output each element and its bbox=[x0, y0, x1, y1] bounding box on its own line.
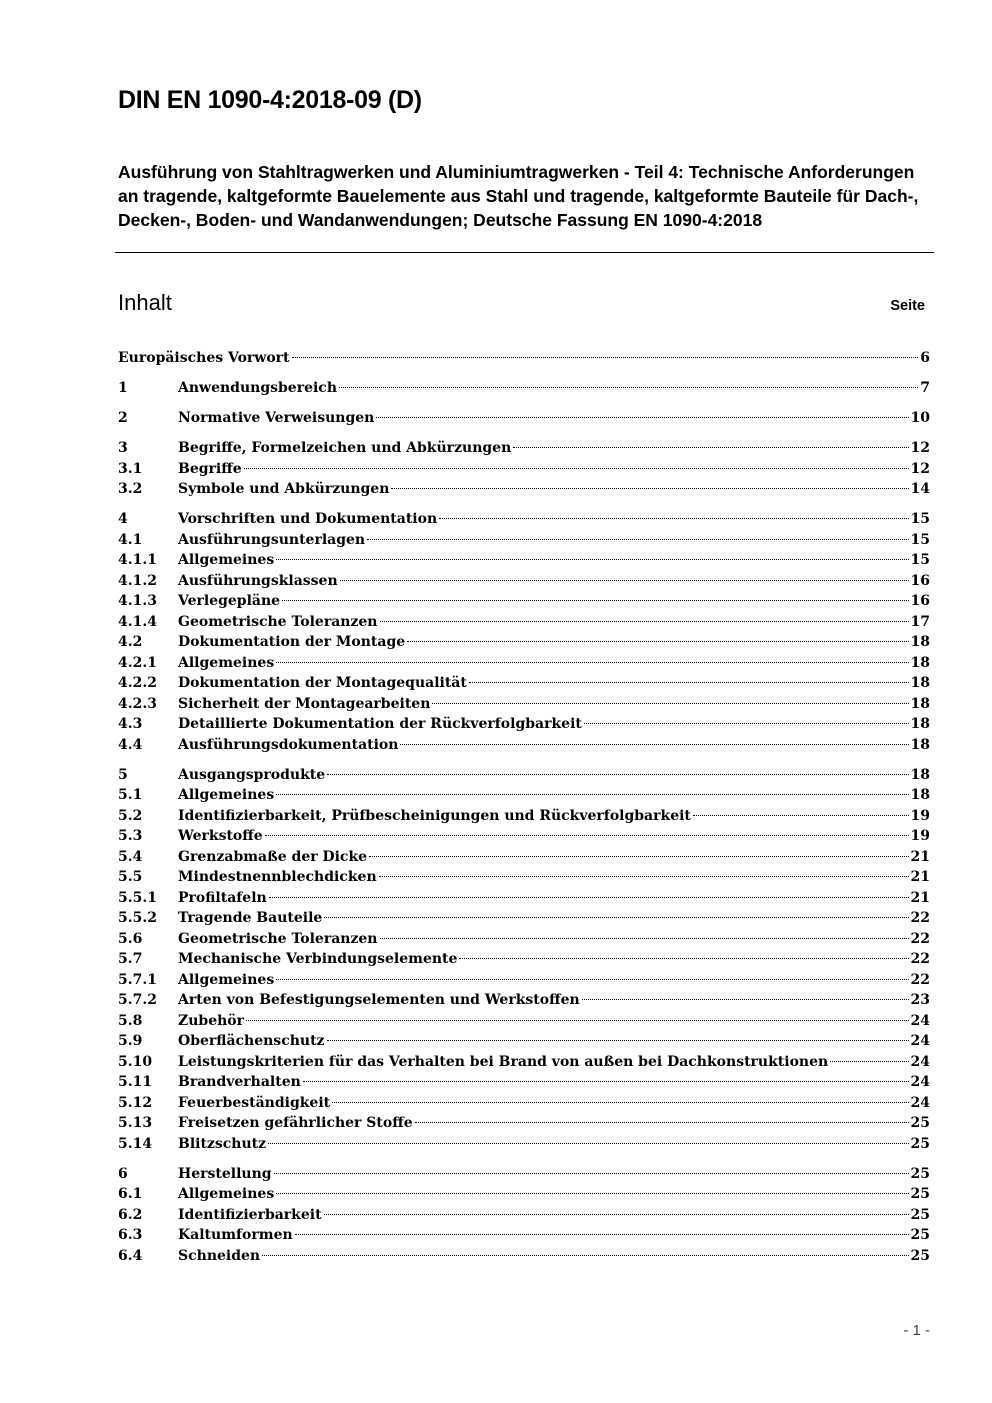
toc-entry[interactable] bbox=[118, 479, 930, 500]
toc-entry-page: 19 bbox=[910, 828, 930, 844]
toc-entry[interactable] bbox=[118, 1134, 930, 1155]
toc-entry-number: 5.7.1 bbox=[118, 971, 157, 988]
toc-entry-page: 16 bbox=[910, 572, 930, 589]
toc-entry-title: Werkstoffe bbox=[178, 828, 263, 844]
toc-entry-title: Allgemeines bbox=[178, 971, 275, 988]
toc-entry-title: Verlegepläne bbox=[178, 593, 281, 609]
toc-entry-page: 14 bbox=[910, 481, 930, 497]
toc-entry-title: Mechanische Verbindungselemente bbox=[178, 951, 458, 967]
toc-entry[interactable] bbox=[118, 612, 930, 633]
toc-entry[interactable] bbox=[118, 806, 930, 827]
toc-dot-leader bbox=[265, 835, 909, 836]
toc-entry-title: Brandverhalten bbox=[178, 1074, 301, 1090]
toc-dot-leader bbox=[367, 539, 908, 540]
toc-entry-title: Vorschriften und Dokumentation bbox=[178, 511, 438, 527]
toc-entry-page: 25 bbox=[910, 1206, 930, 1223]
toc-dot-leader bbox=[513, 447, 908, 448]
toc-entry-page: 25 bbox=[910, 1227, 930, 1243]
toc-entry-page: 12 bbox=[910, 460, 930, 477]
toc-entry[interactable] bbox=[118, 509, 930, 530]
toc-entry[interactable] bbox=[118, 408, 930, 429]
toc-entry-number: 6.4 bbox=[118, 1247, 143, 1264]
toc-entry[interactable] bbox=[118, 571, 930, 592]
toc-entry-page: 23 bbox=[910, 992, 930, 1008]
toc-dot-leader bbox=[459, 958, 908, 959]
toc-entry-number: 5.5.2 bbox=[118, 910, 157, 926]
toc-dot-leader bbox=[276, 979, 908, 980]
toc-entry-page: 25 bbox=[910, 1247, 930, 1264]
toc-entry-number: 4 bbox=[118, 511, 128, 527]
toc-entry-title: Profiltafeln bbox=[178, 889, 267, 906]
toc-page-column-label: Seite bbox=[890, 298, 925, 314]
toc-entry-title: Ausführungsunterlagen bbox=[178, 531, 366, 548]
toc-entry-number: 5.7 bbox=[118, 951, 143, 967]
toc-entry-number: 5 bbox=[118, 766, 128, 783]
toc-entry-number: 5.11 bbox=[118, 1074, 153, 1090]
toc-entry-title: Allgemeines bbox=[178, 654, 275, 671]
toc-entry-number: 3.1 bbox=[118, 460, 143, 477]
toc-entry-title: Anwendungsbereich bbox=[178, 380, 337, 396]
toc-entry-page: 25 bbox=[910, 1115, 930, 1131]
toc-entry[interactable] bbox=[118, 694, 930, 715]
toc-entry[interactable] bbox=[118, 653, 930, 674]
toc-dot-leader bbox=[324, 917, 908, 918]
toc-entry-page: 15 bbox=[910, 552, 930, 568]
toc-entry-title: Begriffe, Formelzeichen und Abkürzungen bbox=[178, 440, 512, 456]
toc-dot-leader bbox=[276, 559, 908, 560]
toc-entry-number: 5.7.2 bbox=[118, 992, 157, 1008]
toc-entry-number: 5.5 bbox=[118, 869, 143, 885]
toc-entry[interactable] bbox=[118, 908, 930, 929]
toc-dot-leader bbox=[246, 1020, 909, 1021]
toc-entry[interactable] bbox=[118, 826, 930, 847]
toc-entry-number: 4.1.4 bbox=[118, 613, 157, 630]
toc-entry-number: 5.6 bbox=[118, 930, 143, 947]
toc-entry-number: 5.10 bbox=[118, 1053, 153, 1070]
toc-entry-title: Grenzabmaße der Dicke bbox=[178, 848, 368, 865]
toc-entry-title: Tragende Bauteile bbox=[178, 910, 323, 926]
toc-dot-leader bbox=[432, 703, 908, 704]
toc-entry-number: 1 bbox=[118, 380, 128, 396]
toc-dot-leader bbox=[276, 1193, 908, 1194]
toc-entry[interactable] bbox=[118, 765, 930, 786]
toc-entry-page: 24 bbox=[910, 1012, 930, 1029]
toc-entry-title: Dokumentation der Montagequalität bbox=[178, 675, 467, 691]
toc-entry[interactable] bbox=[118, 714, 930, 735]
toc-entry-page: 7 bbox=[920, 380, 930, 396]
toc-dot-leader bbox=[292, 357, 919, 358]
toc-dot-leader bbox=[376, 417, 908, 418]
toc-entry-page: 21 bbox=[910, 848, 930, 865]
toc-entry[interactable] bbox=[118, 785, 930, 806]
toc-entry[interactable] bbox=[118, 591, 930, 612]
toc-entry-title: Mindestnennblechdicken bbox=[178, 869, 377, 885]
toc-entry-title: Allgemeines bbox=[178, 552, 275, 568]
toc-dot-leader bbox=[469, 682, 909, 683]
toc-entry[interactable] bbox=[118, 1052, 930, 1073]
toc-entry-title: Kaltumformen bbox=[178, 1227, 293, 1243]
toc-dot-leader bbox=[693, 815, 909, 816]
toc-entry[interactable] bbox=[118, 348, 930, 369]
toc-entry[interactable] bbox=[118, 929, 930, 950]
toc-entry-page: 25 bbox=[910, 1186, 930, 1202]
toc-entry-number: 5.12 bbox=[118, 1094, 153, 1111]
toc-dot-leader bbox=[327, 1040, 909, 1041]
toc-entry-number: 4.1.2 bbox=[118, 572, 157, 589]
toc-entry-title: Feuerbeständigkeit bbox=[178, 1094, 331, 1111]
toc-entry-page: 18 bbox=[910, 654, 930, 671]
toc-entry[interactable] bbox=[118, 1093, 930, 1114]
toc-entry-page: 15 bbox=[910, 531, 930, 548]
toc-entry-number: 4.2.2 bbox=[118, 675, 157, 691]
toc-dot-leader bbox=[407, 641, 908, 642]
toc-entry-number: 4.1.3 bbox=[118, 593, 157, 609]
toc-entry-page: 24 bbox=[910, 1053, 930, 1070]
toc-entry[interactable] bbox=[118, 888, 930, 909]
toc-entry-page: 18 bbox=[910, 716, 930, 732]
toc-dot-leader bbox=[339, 387, 918, 388]
toc-dot-leader bbox=[400, 744, 908, 745]
toc-entry-number: 3 bbox=[118, 440, 128, 456]
toc-entry-page: 22 bbox=[910, 971, 930, 988]
toc-entry-title: Ausgangsprodukte bbox=[178, 766, 326, 783]
toc-entry-page: 18 bbox=[910, 675, 930, 691]
toc-entry-number: 6 bbox=[118, 1165, 128, 1182]
toc-dot-leader bbox=[276, 794, 908, 795]
toc-entry-page: 22 bbox=[910, 951, 930, 967]
toc-entry-title: Zubehör bbox=[178, 1012, 244, 1029]
toc-entry-page: 15 bbox=[910, 511, 930, 527]
toc-entry[interactable] bbox=[118, 1072, 930, 1093]
toc-entry-page: 25 bbox=[910, 1165, 930, 1182]
toc-entry-number: 5.5.1 bbox=[118, 889, 157, 906]
toc-entry[interactable] bbox=[118, 847, 930, 868]
title-divider bbox=[115, 252, 934, 253]
toc-entry-page: 18 bbox=[910, 766, 930, 783]
toc-entry-title: Freisetzen gefährlicher Stoffe bbox=[178, 1115, 413, 1131]
toc-entry-number: 5.3 bbox=[118, 828, 143, 844]
toc-entry-page: 10 bbox=[910, 410, 930, 426]
toc-dot-leader bbox=[303, 1081, 909, 1082]
toc-dot-leader bbox=[276, 662, 908, 663]
toc-dot-leader bbox=[324, 1214, 909, 1215]
toc-entry-number: 5.14 bbox=[118, 1135, 153, 1152]
toc-entry[interactable] bbox=[118, 949, 930, 970]
toc-entry-number: 3.2 bbox=[118, 481, 143, 497]
toc-entry-title: Sicherheit der Montagearbeiten bbox=[178, 695, 431, 712]
toc-entry-page: 16 bbox=[910, 593, 930, 609]
toc-entry[interactable] bbox=[118, 867, 930, 888]
toc-entry-page: 12 bbox=[910, 440, 930, 456]
toc-dot-leader bbox=[327, 774, 908, 775]
toc-entry-title: Leistungskriterien für das Verhalten bei Brand von außen bei Dachkonstruktionen bbox=[178, 1053, 829, 1070]
toc-entry-title: Ausführungsklassen bbox=[178, 572, 338, 589]
toc-entry-title: Europäisches Vorwort bbox=[118, 350, 290, 366]
toc-entry-number: 4.2.1 bbox=[118, 654, 157, 671]
toc-entry-number: 5.13 bbox=[118, 1115, 153, 1131]
toc-entry-title: Normative Verweisungen bbox=[178, 410, 375, 426]
toc-entry-page: 18 bbox=[910, 787, 930, 803]
toc-entry-title: Geometrische Toleranzen bbox=[178, 930, 378, 947]
toc-entry-page: 22 bbox=[910, 910, 930, 926]
toc-entry-title: Allgemeines bbox=[178, 787, 275, 803]
toc-entry-title: Herstellung bbox=[178, 1165, 272, 1182]
toc-entry-title: Arten von Befestigungselementen und Werkstoffen bbox=[178, 992, 580, 1008]
toc-entry-title: Begriffe bbox=[178, 460, 242, 477]
toc-entry[interactable] bbox=[118, 1011, 930, 1032]
toc-entry-page: 21 bbox=[910, 889, 930, 906]
toc-heading: Inhalt bbox=[118, 290, 172, 315]
toc-entry-title: Schneiden bbox=[178, 1247, 261, 1264]
toc-entry-number: 4.1 bbox=[118, 531, 143, 548]
toc-entry[interactable] bbox=[118, 1031, 930, 1052]
toc-entry[interactable] bbox=[118, 673, 930, 694]
toc-entry-title: Identifizierbarkeit bbox=[178, 1206, 322, 1223]
toc-entry-title: Symbole und Abkürzungen bbox=[178, 481, 390, 497]
toc-dot-leader bbox=[584, 723, 909, 724]
toc-entry[interactable] bbox=[118, 1225, 930, 1246]
toc-dot-leader bbox=[830, 1061, 908, 1062]
toc-entry-title: Dokumentation der Montage bbox=[178, 634, 406, 650]
toc-dot-leader bbox=[582, 999, 909, 1000]
toc-entry-page: 21 bbox=[910, 869, 930, 885]
toc-entry-page: 24 bbox=[910, 1074, 930, 1090]
toc-entry[interactable] bbox=[118, 530, 930, 551]
toc-dot-leader bbox=[369, 856, 908, 857]
toc-dot-leader bbox=[439, 518, 908, 519]
toc-entry-number: 2 bbox=[118, 410, 128, 426]
toc-dot-leader bbox=[244, 468, 909, 469]
toc-entry[interactable] bbox=[118, 1184, 930, 1205]
toc-entry-title: Detaillierte Dokumentation der Rückverfolgbarkeit bbox=[178, 716, 582, 732]
toc-entry[interactable] bbox=[118, 550, 930, 571]
toc-entry[interactable] bbox=[118, 378, 930, 399]
toc-entry[interactable] bbox=[118, 970, 930, 991]
toc-entry-number: 4.2.3 bbox=[118, 695, 157, 712]
toc-dot-leader bbox=[415, 1122, 909, 1123]
toc-entry[interactable] bbox=[118, 1113, 930, 1134]
toc-entry-page: 24 bbox=[910, 1094, 930, 1111]
toc-dot-leader bbox=[380, 938, 909, 939]
toc-dot-leader bbox=[262, 1255, 908, 1256]
toc-entry-page: 22 bbox=[910, 930, 930, 947]
toc-entry-page: 18 bbox=[910, 634, 930, 650]
toc-entry-page: 6 bbox=[920, 350, 930, 366]
toc-entry-number: 5.4 bbox=[118, 848, 143, 865]
document-subtitle: Ausführung von Stahltragwerken und Aluminiumtragwerken - Teil 4: Technische Anforderungen an tragende, kaltgeformte Bauelemente aus Stahl und tragende, kaltgeformte Bauteile für Dach-, Decken-, Boden- und Wandanwendungen; Deutsche Fassung EN 1090-4:2018 bbox=[118, 162, 919, 230]
toc-entry[interactable] bbox=[118, 990, 930, 1011]
toc-dot-leader bbox=[274, 1173, 909, 1174]
toc-entry-number: 4.1.1 bbox=[118, 552, 157, 568]
toc-entry-page: 17 bbox=[910, 613, 930, 630]
toc-entry-title: Identifizierbarkeit, Prüfbescheinigungen und Rückverfolgbarkeit bbox=[178, 807, 691, 824]
toc-entry[interactable] bbox=[118, 1164, 930, 1185]
toc-dot-leader bbox=[391, 488, 908, 489]
toc-entry-title: Oberflächenschutz bbox=[178, 1033, 325, 1049]
toc-entry-number: 5.2 bbox=[118, 807, 143, 824]
toc-entry-page: 25 bbox=[910, 1135, 930, 1152]
toc-entry-title: Geometrische Toleranzen bbox=[178, 613, 378, 630]
toc-entry-page: 24 bbox=[910, 1033, 930, 1049]
toc-entry[interactable] bbox=[118, 1205, 930, 1226]
toc-entry-number: 5.1 bbox=[118, 787, 143, 803]
toc-entry-number: 6.2 bbox=[118, 1206, 143, 1223]
toc-dot-leader bbox=[269, 897, 909, 898]
toc-entry-number: 4.3 bbox=[118, 716, 143, 732]
toc-entry-page: 19 bbox=[910, 807, 930, 824]
toc-entry-page: 18 bbox=[910, 736, 930, 753]
toc-entry-number: 6.1 bbox=[118, 1186, 143, 1202]
toc-entry-title: Ausführungsdokumentation bbox=[178, 736, 399, 753]
toc-dot-leader bbox=[380, 621, 909, 622]
toc-entry[interactable] bbox=[118, 438, 930, 459]
toc-entry-number: 6.3 bbox=[118, 1227, 143, 1243]
toc-entry[interactable] bbox=[118, 632, 930, 653]
toc-dot-leader bbox=[268, 1143, 908, 1144]
toc-entry-number: 4.2 bbox=[118, 634, 143, 650]
document-title: DIN EN 1090-4:2018-09 (D) bbox=[118, 86, 422, 114]
footer-page-number: - 1 - bbox=[903, 1322, 930, 1339]
toc-entry[interactable] bbox=[118, 735, 930, 756]
toc-dot-leader bbox=[295, 1234, 909, 1235]
toc-entry-page: 18 bbox=[910, 695, 930, 712]
toc-dot-leader bbox=[282, 600, 908, 601]
toc-entry-title: Blitzschutz bbox=[178, 1135, 267, 1152]
toc-entry-number: 5.9 bbox=[118, 1033, 143, 1049]
toc-entry-number: 4.4 bbox=[118, 736, 143, 753]
toc-dot-leader bbox=[340, 580, 909, 581]
toc-entry[interactable] bbox=[118, 459, 930, 480]
toc-entry[interactable] bbox=[118, 1246, 930, 1267]
toc-entry-number: 5.8 bbox=[118, 1012, 143, 1029]
toc-entry-title: Allgemeines bbox=[178, 1186, 275, 1202]
toc-dot-leader bbox=[379, 876, 909, 877]
toc-dot-leader bbox=[332, 1102, 908, 1103]
table-of-contents bbox=[118, 348, 930, 1266]
